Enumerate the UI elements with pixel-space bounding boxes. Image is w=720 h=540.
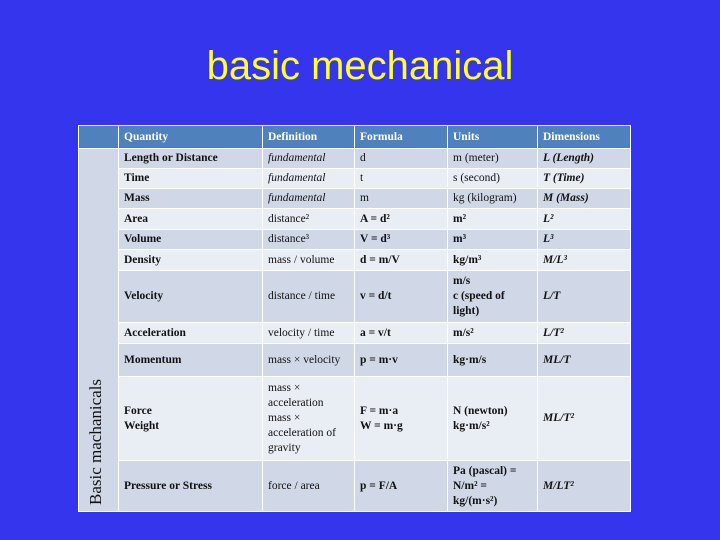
cell-dimensions: L/T <box>538 271 631 323</box>
cell-units: kg (kilogram) <box>448 189 538 209</box>
cell-quantity: Force Weight <box>119 377 263 461</box>
cell-quantity: Length or Distance <box>119 149 263 169</box>
table-row <box>79 209 631 230</box>
cell-dimensions: T (Time) <box>538 169 631 189</box>
header-blank <box>79 126 119 149</box>
cell-formula: V = d³ <box>355 230 448 250</box>
header-dimensions: Dimensions <box>538 126 631 149</box>
cell-formula: p = m·v <box>355 344 448 377</box>
cell-formula: d = m/V <box>355 250 448 271</box>
cell-formula: F = m·a W = m·g <box>355 377 448 461</box>
cell-units: m/s² <box>448 323 538 344</box>
cell-units: m³ <box>448 230 538 250</box>
cell-dimensions: ML/T² <box>538 377 631 461</box>
side-label-cell <box>79 149 119 512</box>
cell-formula: p = F/A <box>355 461 448 512</box>
cell-dimensions: M (Mass) <box>538 189 631 209</box>
table-row <box>79 250 631 271</box>
cell-dimensions: L³ <box>538 230 631 250</box>
cell-quantity: Volume <box>119 230 263 250</box>
cell-quantity: Velocity <box>119 271 263 323</box>
cell-units: s (second) <box>448 169 538 189</box>
cell-formula: d <box>355 149 448 169</box>
cell-dimensions: M/L³ <box>538 250 631 271</box>
cell-definition: distance² <box>263 209 355 230</box>
cell-formula: a = v/t <box>355 323 448 344</box>
cell-dimensions: L/T² <box>538 323 631 344</box>
table-row <box>79 169 631 189</box>
cell-formula: m <box>355 189 448 209</box>
slide-title: basic mechanical <box>206 44 514 88</box>
cell-definition: fundamental <box>263 149 355 169</box>
cell-units: m² <box>448 209 538 230</box>
table-row <box>79 461 631 512</box>
cell-units: Pa (pascal) = N/m² = kg/(m·s²) <box>448 461 538 512</box>
cell-definition: mass / volume <box>263 250 355 271</box>
table-row <box>79 344 631 377</box>
cell-quantity: Density <box>119 250 263 271</box>
quantities-table <box>78 125 631 512</box>
table-header <box>79 126 631 149</box>
cell-units: kg·m/s <box>448 344 538 377</box>
cell-dimensions: ML/T <box>538 344 631 377</box>
header-quantity: Quantity <box>119 126 263 149</box>
cell-definition: fundamental <box>263 189 355 209</box>
cell-units: kg/m³ <box>448 250 538 271</box>
header-formula: Formula <box>355 126 448 149</box>
cell-quantity: Mass <box>119 189 263 209</box>
table-row <box>79 323 631 344</box>
cell-dimensions: L² <box>538 209 631 230</box>
side-label: Basic machanicals <box>86 378 105 505</box>
cell-definition: distance / time <box>263 271 355 323</box>
cell-quantity: Acceleration <box>119 323 263 344</box>
cell-formula: A = d² <box>355 209 448 230</box>
cell-definition: mass × acceleration mass × acceleration of gravity <box>263 377 355 461</box>
cell-definition: fundamental <box>263 169 355 189</box>
cell-quantity: Area <box>119 209 263 230</box>
cell-definition: velocity / time <box>263 323 355 344</box>
table-row <box>79 377 631 461</box>
table-row <box>79 149 631 169</box>
header-definition: Definition <box>263 126 355 149</box>
header-units: Units <box>448 126 538 149</box>
table-row <box>79 230 631 250</box>
cell-units: m (meter) <box>448 149 538 169</box>
cell-dimensions: L (Length) <box>538 149 631 169</box>
cell-formula: v = d/t <box>355 271 448 323</box>
cell-definition: force / area <box>263 461 355 512</box>
cell-definition: distance³ <box>263 230 355 250</box>
cell-formula: t <box>355 169 448 189</box>
cell-definition: mass × velocity <box>263 344 355 377</box>
cell-quantity: Pressure or Stress <box>119 461 263 512</box>
cell-units: N (newton) kg·m/s² <box>448 377 538 461</box>
cell-dimensions: M/LT² <box>538 461 631 512</box>
cell-quantity: Time <box>119 169 263 189</box>
table-row <box>79 189 631 209</box>
table-row <box>79 271 631 323</box>
cell-quantity: Momentum <box>119 344 263 377</box>
cell-units: m/s c (speed of light) <box>448 271 538 323</box>
